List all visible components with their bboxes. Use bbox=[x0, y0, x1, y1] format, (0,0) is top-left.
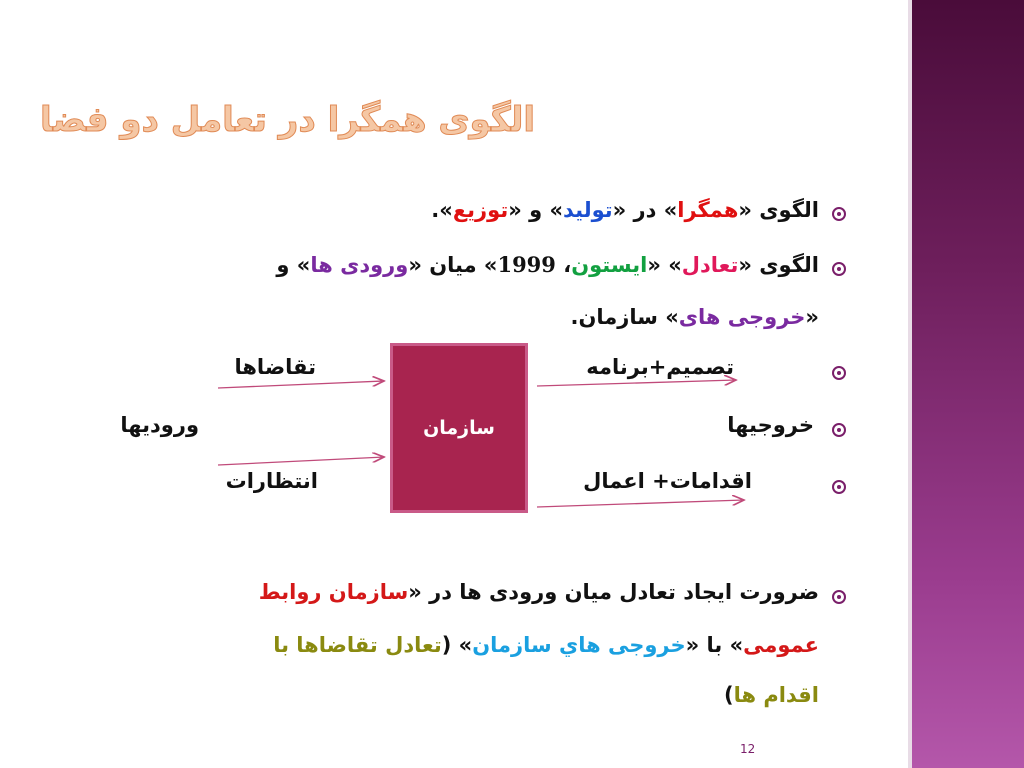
bullet-6-line-3 bbox=[419, 683, 819, 707]
text-fragment: » با « bbox=[685, 633, 744, 657]
arrow-expectations-in bbox=[218, 457, 384, 465]
decorative-side-band bbox=[912, 0, 1024, 768]
bullet-icon bbox=[832, 590, 846, 604]
text-fragment: « bbox=[805, 305, 819, 329]
bullet-2-continuation bbox=[259, 305, 819, 329]
bullet-1-text bbox=[259, 198, 819, 222]
organization-box bbox=[390, 343, 528, 513]
highlight-word: سازمان روابط bbox=[258, 580, 409, 604]
demands-label: تقاضاها bbox=[234, 355, 316, 379]
arrow-actions-out bbox=[537, 500, 744, 507]
highlight-word: خروجی های bbox=[678, 305, 806, 329]
text-fragment: » ( bbox=[441, 633, 473, 657]
bullet-icon bbox=[832, 262, 846, 276]
highlight-word: عمومی bbox=[743, 633, 819, 657]
expectations-label: انتظارات bbox=[225, 469, 318, 493]
inputs-label: ورودیها bbox=[120, 413, 199, 437]
text-fragment: ». bbox=[431, 198, 453, 222]
bullet-icon bbox=[832, 480, 846, 494]
bullet-icon bbox=[832, 423, 846, 437]
bullet-6-line-1 bbox=[59, 580, 819, 604]
highlight-word: ورودی ها bbox=[310, 253, 409, 277]
highlight-word: همگرا bbox=[677, 198, 739, 222]
year-number: 1999 bbox=[497, 252, 556, 277]
arrow-demands-in bbox=[218, 381, 384, 388]
organization-label: سازمان bbox=[423, 417, 495, 439]
highlight-word: تعادل bbox=[681, 253, 739, 277]
text-fragment: ، bbox=[555, 253, 572, 277]
bullet-icon bbox=[832, 207, 846, 221]
highlight-word: اقدام ها bbox=[733, 683, 819, 707]
text-fragment: » « bbox=[647, 253, 682, 277]
highlight-word: تعادل تقاضاها با bbox=[273, 633, 442, 657]
text-fragment: » میان « bbox=[408, 253, 498, 277]
text-fragment: » و « bbox=[508, 198, 564, 222]
highlight-word: تولید bbox=[563, 198, 613, 222]
slide-title: الگوی همگرا در تعامل دو فضا bbox=[40, 100, 536, 140]
text-fragment: الگوی « bbox=[738, 253, 819, 277]
text-fragment: » در « bbox=[612, 198, 678, 222]
bullet-icon bbox=[832, 366, 846, 380]
highlight-word: ایستون bbox=[571, 253, 648, 277]
highlight-word: توزیع bbox=[452, 198, 509, 222]
actions-label: اقدامات+ اعمال bbox=[583, 469, 752, 493]
text-fragment: الگوی « bbox=[738, 198, 819, 222]
page-number: 12 bbox=[740, 742, 756, 756]
text-fragment: » و bbox=[276, 253, 311, 277]
text-fragment: » سازمان. bbox=[570, 305, 679, 329]
arrow-decision-out bbox=[537, 380, 736, 386]
text-fragment: ) bbox=[723, 683, 734, 707]
bullet-2-text bbox=[59, 252, 819, 277]
decision-program-label: تصمیم+برنامه bbox=[586, 355, 734, 379]
text-fragment: ضرورت ایجاد تعادل میان ورودی ها در « bbox=[408, 580, 819, 604]
highlight-word: خروجی هاي سازمان bbox=[472, 633, 686, 657]
bullet-6-line-2 bbox=[59, 633, 819, 657]
outputs-label: خروجیها bbox=[727, 413, 814, 437]
